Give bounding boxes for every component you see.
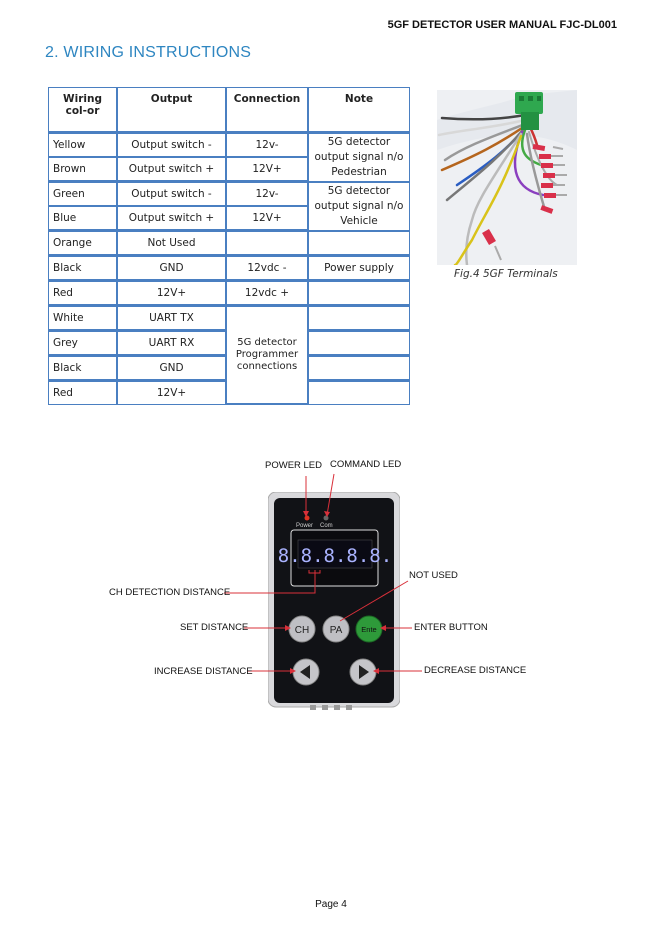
decrease-distance-label: DECREASE DISTANCE: [424, 665, 527, 676]
cell-output: GND: [117, 356, 226, 381]
led-com-label: Com: [320, 523, 333, 529]
cell-note-pedestrian: 5G detector output signal n/o Pedestrian: [308, 133, 410, 182]
cell-color: Red: [48, 381, 117, 405]
power-led-label: POWER LED: [265, 460, 323, 471]
set-distance-label: SET DISTANCE: [180, 622, 249, 633]
cell-color: Blue: [48, 206, 117, 231]
command-led-label: COMMAND LED: [330, 459, 402, 470]
cell-output: GND: [117, 256, 226, 281]
cell-output: Output switch -: [117, 133, 226, 157]
cell-connection: 12v-: [226, 182, 308, 206]
cell-color: Brown: [48, 157, 117, 182]
figure-caption: Fig.4 5GF Terminals: [454, 268, 558, 280]
cell-color: White: [48, 306, 117, 331]
cell-note-vehicle: 5G detector output signal n/o Vehicle: [308, 182, 410, 231]
enter-button-label: Ente: [361, 625, 377, 634]
cell-output: 12V+: [117, 381, 226, 405]
display-digits: 8.8.8.8.8.: [277, 545, 393, 567]
cell-color: Grey: [48, 331, 117, 356]
cell-connection: 12v-: [226, 133, 308, 157]
section-title: 2. WIRING INSTRUCTIONS: [45, 44, 252, 61]
cell-color: Black: [48, 256, 117, 281]
col-header-note: Note: [308, 87, 410, 133]
cell-output: Output switch -: [117, 182, 226, 206]
not-used-label: NOT USED: [409, 570, 458, 581]
cell-color: Green: [48, 182, 117, 206]
ch-detection-label: CH DETECTION DISTANCE: [109, 587, 231, 598]
cell-output: Output switch +: [117, 157, 226, 182]
pa-button-label: PA: [329, 625, 343, 636]
cell-output: Output switch +: [117, 206, 226, 231]
document-header: 5GF DETECTOR USER MANUAL FJC-DL001: [387, 19, 617, 31]
command-led-icon: [324, 516, 329, 521]
cell-output: UART RX: [117, 331, 226, 356]
cell-note-power: Power supply: [308, 256, 410, 281]
col-header-output: Output: [117, 87, 226, 133]
cell-color: Black: [48, 356, 117, 381]
col-header-wiring: Wiring col-or: [48, 87, 117, 133]
increase-distance-label: INCREASE DISTANCE: [154, 666, 253, 677]
cell-color: Red: [48, 281, 117, 306]
ch-button-label: CH: [294, 625, 310, 636]
enter-button-annotation: ENTER BUTTON: [414, 622, 488, 633]
cell-output: 12V+: [117, 281, 226, 306]
cell-connection-programmer: 5G detector Programmer connections: [226, 306, 308, 405]
cell-connection: 12vdc -: [226, 256, 308, 281]
led-power-label: Power: [296, 523, 314, 529]
cell-connection: 12V+: [226, 206, 308, 231]
page-number: Page 4: [315, 899, 347, 910]
cell-output: Not Used: [117, 231, 226, 256]
cell-color: Yellow: [48, 133, 117, 157]
cell-connection: 12V+: [226, 157, 308, 182]
power-led-icon: [305, 516, 310, 521]
col-header-connection: Connection: [226, 87, 308, 133]
cell-connection: 12vdc +: [226, 281, 308, 306]
cell-output: UART TX: [117, 306, 226, 331]
cell-color: Orange: [48, 231, 117, 256]
